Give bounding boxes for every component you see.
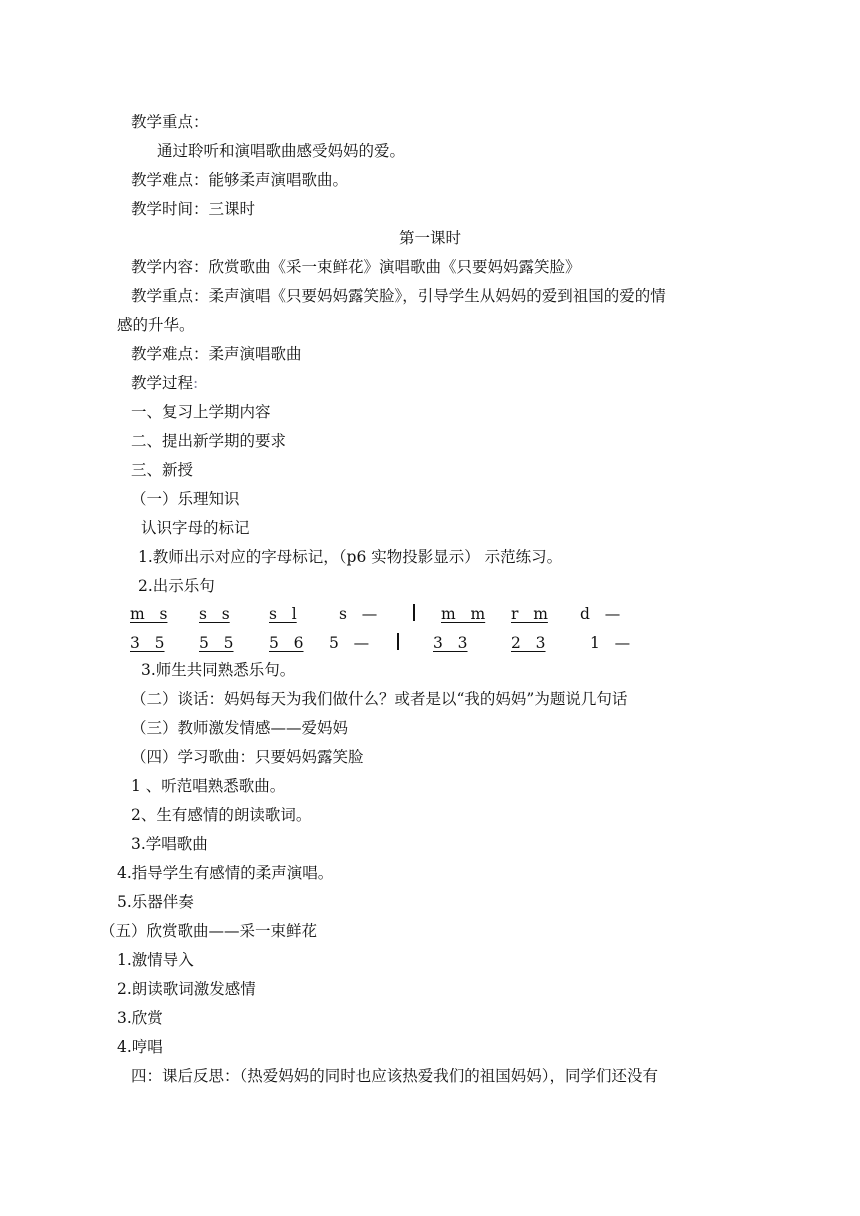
solfege-token: m s (130, 605, 168, 623)
sub5-4: 4.哼唱 (117, 1038, 163, 1056)
process-colon: : (193, 374, 199, 392)
number-token: 3 3 (433, 634, 468, 652)
difficulty2-line: 教学难点：柔声演唱歌曲 (131, 345, 302, 363)
focus-label: 教学重点： (131, 113, 209, 131)
reflection-line: 四：课后反思：（热爱妈妈的同时也应该热爱我们的祖国妈妈），同学们还没有 (131, 1067, 659, 1085)
content-line: 教学内容：欣赏歌曲《采一束鲜花》演唱歌曲《只要妈妈露笑脸》 (131, 258, 581, 276)
sub1-d: 3.师生共同熟悉乐句。 (141, 661, 296, 679)
sub5: （五）欣赏歌曲——采一束鲜花 (100, 922, 318, 940)
sub1-a: 认识字母的标记 (141, 519, 250, 537)
solfege-token: s — (339, 605, 378, 623)
solfege-token: m m (441, 605, 486, 623)
sub5-1: 1.激情导入 (117, 951, 194, 969)
sub1-b: 1.教师出示对应的字母标记，（p6 实物投影显示） 示范练习。 (138, 548, 563, 566)
difficulty-line: 教学难点：能够柔声演唱歌曲。 (131, 171, 349, 189)
solfege-token: r m (511, 605, 548, 623)
focus2-line2: 感的升华。 (117, 316, 195, 334)
sub4: （四）学习歌曲：只要妈妈露笑脸 (131, 748, 364, 766)
sub3: （三）教师激发情感——爱妈妈 (131, 719, 349, 737)
number-token: 3 5 (130, 634, 165, 652)
bar-line (413, 604, 415, 621)
number-token: 5 — (329, 634, 370, 652)
solfege-token: s s (199, 605, 230, 623)
step2: 二、提出新学期的要求 (131, 432, 287, 450)
focus-text: 通过聆听和演唱歌曲感受妈妈的爱。 (157, 142, 406, 160)
process-label-text: 教学过程 (131, 374, 194, 392)
sub2: （二）谈话：妈妈每天为我们做什么？或者是以“我的妈妈”为题说几句话 (131, 690, 628, 708)
solfege-token: s l (269, 605, 297, 623)
sub4-3: 3.学唱歌曲 (131, 835, 208, 853)
time-line: 教学时间：三课时 (131, 200, 256, 218)
number-token: 1 — (590, 634, 631, 652)
solfege-token: d — (580, 605, 621, 623)
sub4-2: 2、生有感情的朗读歌词。 (131, 806, 312, 824)
step3: 三、新授 (131, 461, 194, 479)
sub4-4: 4.指导学生有感情的柔声演唱。 (117, 864, 334, 882)
number-token: 5 6 (269, 634, 304, 652)
focus2-line1: 教学重点：柔声演唱《只要妈妈露笑脸》，引导学生从妈妈的爱到祖国的爱的情 (131, 287, 666, 305)
sub4-5: 5.乐器伴奏 (117, 893, 194, 911)
sub5-2: 2.朗读歌词激发感情 (117, 980, 256, 998)
number-token: 2 3 (511, 634, 546, 652)
number-token: 5 5 (199, 634, 234, 652)
sub5-3: 3.欣赏 (117, 1009, 163, 1027)
step1: 一、复习上学期内容 (131, 403, 271, 421)
sub1-c: 2.出示乐句 (138, 577, 215, 595)
process-label (131, 373, 198, 393)
sub1: （一）乐理知识 (131, 490, 240, 508)
bar-line (397, 633, 399, 650)
sub4-1: 1 、听范唱熟悉歌曲。 (131, 777, 286, 795)
lesson-title: 第一课时 (398, 229, 461, 247)
